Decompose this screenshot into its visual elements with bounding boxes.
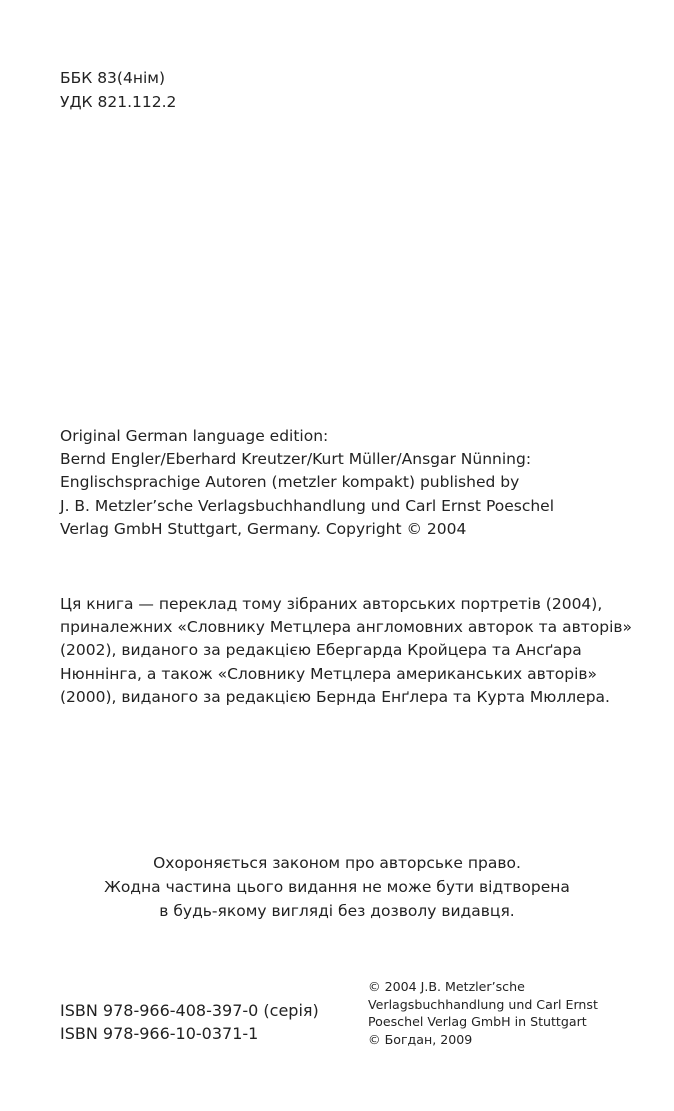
text-line: (2002), виданого за редакцією Ебергарда Кройцера та Ансґара (60, 641, 582, 660)
text-line: © Богдан, 2009 (368, 1031, 473, 1047)
isbn-volume: ISBN 978-966-10-0371-1 (60, 1024, 259, 1044)
udk-code: УДК 821.112.2 (60, 93, 177, 111)
bbk-code: ББК 83(4нім) (60, 69, 166, 87)
copyright-legal-notice (0, 851, 674, 923)
copyright-block (368, 978, 598, 1048)
text-line: Ця книга — переклад тому зібраних авторських портретів (2004), (60, 595, 603, 613)
classification-codes (60, 66, 176, 114)
isbn-series: ISBN 978-966-408-397-0 (серія) (60, 1001, 319, 1020)
text-line: Poeschel Verlag GmbH in Stuttgart (368, 1014, 587, 1030)
text-line: приналежних «Словнику Метцлера англомовних авторок та авторів» (60, 618, 632, 637)
text-line: Жодна частина цього видання не може бути відтворена (104, 878, 570, 896)
text-line: J. B. Metzler’sche Verlagsbuchhandlung und Carl Ernst Poeschel (60, 496, 555, 515)
translation-description (60, 593, 632, 709)
text-line: в будь-якому вигляді без дозволу видавця. (159, 902, 515, 920)
text-line: © 2004 J.B. Metzler’sche (368, 979, 525, 994)
text-line: Bernd Engler/Eberhard Kreutzer/Kurt Müller/Ansgar Nünning: (60, 450, 532, 469)
text-line: (2000), виданого за редакцією Бернда Енґлера та Курта Мюллера. (60, 687, 610, 706)
text-line: Verlagsbuchhandlung und Carl Ernst (368, 996, 598, 1012)
text-line: Englischsprachige Autoren (metzler kompakt) published by (60, 473, 520, 492)
isbn-block (60, 999, 319, 1045)
text-line: Verlag GmbH Stuttgart, Germany. Copyright © 2004 (60, 519, 467, 538)
text-line: Original German language edition: (60, 427, 329, 445)
original-edition-notice (60, 425, 554, 541)
text-line: Охороняється законом про авторське право. (153, 854, 521, 872)
text-line: Нюннінга, а також «Словнику Метцлера американських авторів» (60, 664, 598, 683)
